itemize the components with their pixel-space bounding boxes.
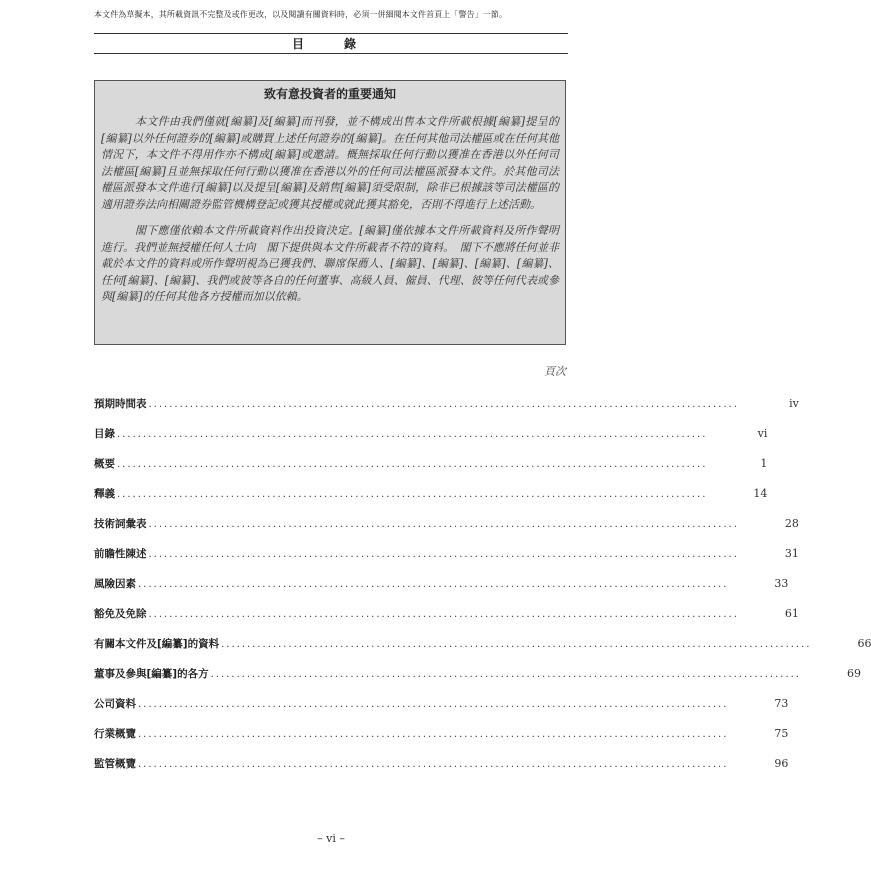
toc-entry[interactable] [94, 726, 789, 742]
toc-entry-title: 風險因素 [94, 578, 136, 590]
title-rule-top [94, 33, 568, 34]
toc-entry-title: 釋義 [94, 488, 115, 500]
toc-leader-dots: .................................................................................................................. [210, 669, 801, 680]
toc-entry[interactable] [94, 456, 768, 472]
toc-entry-page: 69 [846, 667, 861, 680]
toc-entry-title: 公司資料 [94, 698, 136, 710]
toc-entry-page: 73 [774, 697, 789, 710]
title-rule-bottom [94, 53, 568, 54]
toc-entry-title: 有關本文件及[編纂]的資料 [94, 638, 220, 650]
toc-entry[interactable] [94, 606, 799, 622]
toc-leader-dots: .................................................................................................................. [138, 699, 729, 710]
toc-entry[interactable] [94, 636, 871, 652]
toc-entry[interactable] [94, 486, 768, 502]
page-title: 目 錄 [291, 37, 370, 51]
toc-leader-dots: .................................................................................................................. [148, 609, 739, 620]
toc-leader-dots: .................................................................................................................. [117, 489, 708, 500]
toc-entry-title: 概要 [94, 458, 115, 470]
toc-entry[interactable] [94, 546, 799, 562]
toc-leader-dots: .................................................................................................................. [117, 459, 708, 470]
important-notice-box [94, 80, 566, 345]
toc-entry-page: 28 [784, 517, 799, 530]
notice-title: 致有意投資者的重要通知 [263, 87, 396, 101]
toc-entry-page: 33 [774, 577, 789, 590]
page-column-label: 頁次 [544, 365, 566, 378]
toc-entry[interactable] [94, 576, 789, 592]
toc-entry[interactable] [94, 396, 799, 412]
toc-entry-title: 技術詞彙表 [94, 518, 147, 530]
toc-leader-dots: .................................................................................................................. [138, 729, 729, 740]
toc-entry-page: 75 [774, 727, 789, 740]
draft-warning-header: 本文件為草擬本，其所載資訊不完整及或作更改，以及閱讀有關資料時，必須一併細閱本文件首頁上「警告」一節。 [94, 10, 508, 19]
toc-entry-page: vi [757, 427, 768, 440]
toc-entry-page: 31 [784, 547, 799, 560]
toc-leader-dots: .................................................................................................................. [117, 429, 708, 440]
notice-paragraph-2: 閣下應僅依賴本文件所載資料作出投資決定。[編纂]僅依據本文件所載資料及所作聲明進行。我們並無授權任何人士向 閣下提供與本文件所載者不符的資料。 閣下不應將任何並非載於本文件的資料或所作聲明視為已獲我們、聯席保薦人、[編纂]、[編纂]、[編纂]、[編纂]、任何[編纂]、[編纂]、我們或彼等各自的任何董事、高級人員、僱員、代理、彼等任何代表或參與[編纂]的任何其他各方授權而加以依賴。 [101, 224, 559, 303]
toc-entry-page: 66 [857, 637, 871, 650]
toc-entry-page: 14 [753, 487, 768, 500]
toc-entry-title: 監管概覽 [94, 758, 136, 770]
toc-leader-dots: .................................................................................................................. [148, 519, 739, 530]
toc-entry[interactable] [94, 516, 799, 532]
toc-entry-page: iv [789, 397, 799, 410]
toc-leader-dots: .................................................................................................................. [138, 579, 729, 590]
toc-entry-title: 豁免及免除 [94, 608, 147, 620]
toc-leader-dots: .................................................................................................................. [148, 549, 739, 560]
toc-entry[interactable] [94, 756, 789, 772]
page-number-footer: – vi – [317, 832, 345, 845]
toc-entry-title: 董事及參與[編纂]的各方 [94, 668, 209, 680]
toc-leader-dots: .................................................................................................................. [138, 759, 729, 770]
toc-entry-page: 1 [760, 457, 768, 470]
notice-paragraph-1: 本文件由我們僅就[編纂]及[編纂]而刊發，並不構成出售本文件所載根據[編纂]提呈的[編纂]以外任何證券的[編纂]或購買上述任何證券的[編纂]。在任何其他司法權區或在任何其他情況下，本文件不得用作亦不構成[編纂]或邀請。概無採取任何行動以獲准在香港以外任何司法權區[編纂]且並無採取任何行動以獲准在香港以外的任何司法權區派發本文件。於其他司法權區派發本文件進行[編纂]以及提呈[編纂]及銷售[編纂]須受限制，除非已根據該等司法權區的適用證券法向相關證券監管機構登記或獲其授權或就此獲其豁免，否則不得進行上述活動。 [101, 115, 559, 211]
toc-entry-title: 行業概覽 [94, 728, 136, 740]
toc-entry-page: 96 [774, 757, 789, 770]
toc-entry-title: 目錄 [94, 428, 115, 440]
toc-entry[interactable] [94, 696, 789, 712]
toc-entry[interactable] [94, 666, 861, 682]
toc-entry[interactable] [94, 426, 768, 442]
toc-entry-title: 前瞻性陳述 [94, 548, 147, 560]
toc-entry-page: 61 [784, 607, 799, 620]
toc-leader-dots: .................................................................................................................. [221, 639, 812, 650]
toc-entry-title: 預期時間表 [94, 398, 147, 410]
toc-leader-dots: .................................................................................................................. [148, 399, 739, 410]
